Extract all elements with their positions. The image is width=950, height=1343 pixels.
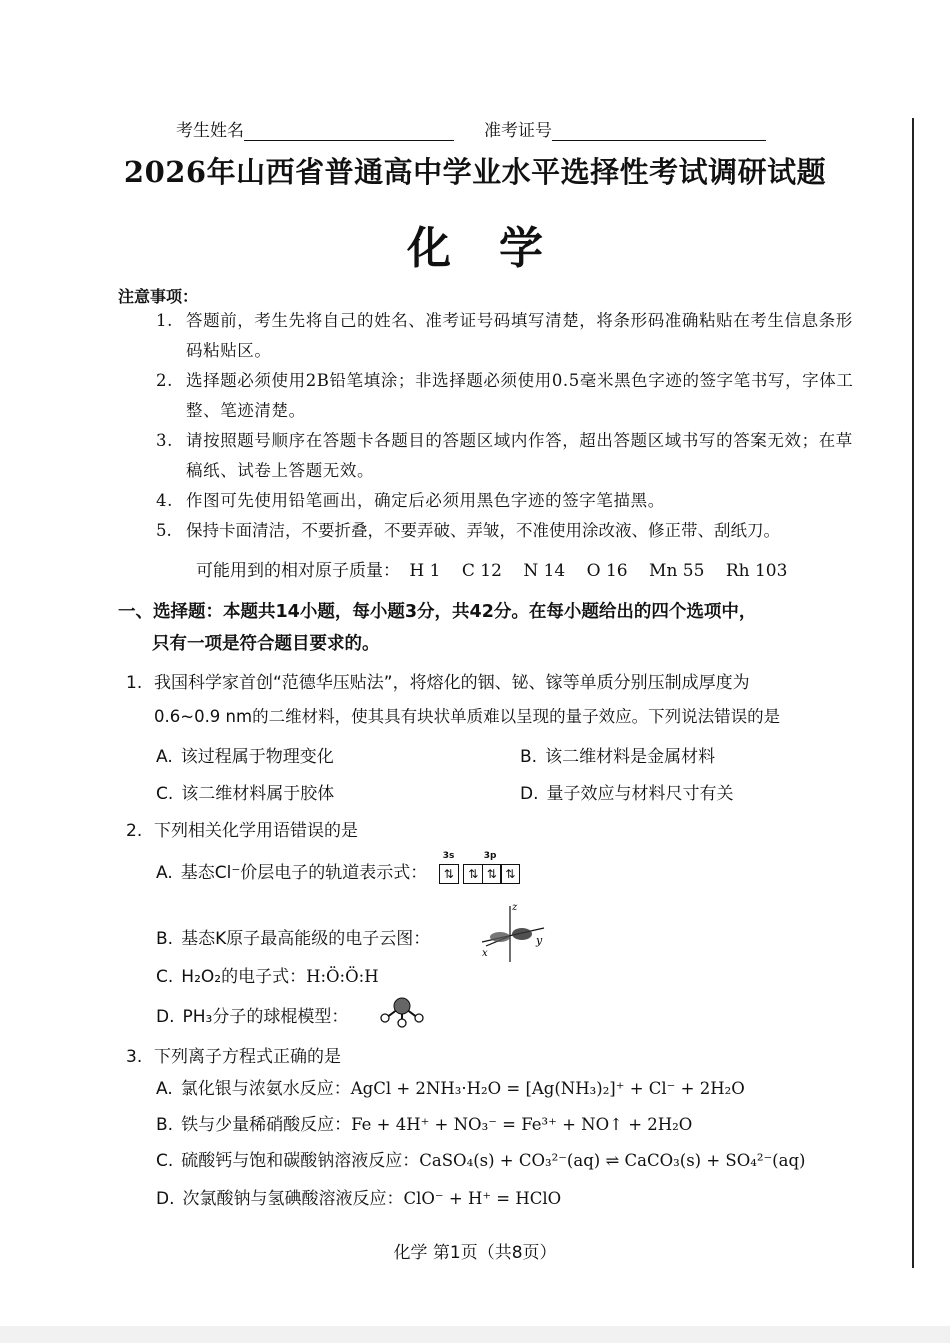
electron-cloud-diagram: [478, 900, 548, 966]
q1-option-a[interactable]: [156, 742, 334, 767]
note-text: 请按照题号顺序在答题卡各题目的答题区域内作答，超出答题区域书写的答案无效；在草稿纸、试卷上答题无效。: [186, 431, 853, 480]
option-letter: C.: [156, 1151, 174, 1171]
ionic-equation: AgCl + 2NH₃·H₂O = [Ag(NH₃)₂]⁺ + Cl⁻ + 2H₂O: [350, 1079, 745, 1098]
question-3-stem: [126, 1040, 856, 1074]
option-letter: D.: [156, 1007, 175, 1027]
note-text: 作图可先使用铅笔画出，确定后必须用黑色字迹的签字笔描黑。: [186, 491, 665, 510]
option-text: H₂O₂的电子式：: [181, 967, 307, 987]
note-item: [156, 426, 856, 486]
svg-text:z: z: [512, 902, 518, 913]
note-item: [156, 306, 856, 366]
option-text: 该二维材料属于胶体: [181, 784, 335, 804]
svg-text:y: y: [536, 934, 543, 947]
atomic-mass: Mn 55: [649, 561, 705, 581]
question-1-stem: [126, 666, 856, 734]
option-text: 基态K原子最高能级的电子云图：: [181, 929, 431, 949]
atomic-mass: C 12: [461, 561, 502, 581]
q2-option-b[interactable]: [156, 924, 430, 949]
atomic-masses: [196, 556, 803, 581]
name-blank[interactable]: [244, 122, 454, 141]
option-letter: A.: [156, 1079, 173, 1099]
notes-heading: 注意事项：: [118, 287, 199, 306]
note-number: 4.: [156, 491, 173, 510]
note-item: [156, 486, 856, 516]
note-number: 2.: [156, 371, 173, 390]
option-letter: A.: [156, 863, 173, 883]
binding-line: [912, 118, 914, 1268]
question-text: 下列相关化学用语错误的是: [154, 821, 358, 841]
question-text: 下列离子方程式正确的是: [154, 1047, 341, 1067]
note-item: [156, 366, 856, 426]
q1-option-c[interactable]: [156, 779, 334, 804]
note-number: 1.: [156, 311, 173, 330]
note-text: 选择题必须使用2B铅笔填涂；非选择题必须使用0.5毫米黑色字迹的签字笔书写，字体工整、笔迹清楚。: [186, 371, 854, 420]
option-letter: B.: [156, 929, 174, 949]
q2-option-d[interactable]: [156, 1002, 348, 1027]
atomic-masses-label: 可能用到的相对原子质量：: [196, 561, 400, 581]
atomic-mass: Rh 103: [725, 561, 788, 581]
option-text: 量子效应与材料尺寸有关: [546, 784, 734, 804]
atomic-mass: N 14: [523, 561, 566, 581]
option-text: 铁与少量稀硝酸反应：: [181, 1115, 352, 1135]
q3-option-c[interactable]: [156, 1146, 805, 1171]
ionic-equation: Fe + 4H⁺ + NO₃⁻ = Fe³⁺ + NO↑ + 2H₂O: [351, 1115, 693, 1134]
question-text: 我国科学家首创“范德华压贴法”，将熔化的铟、铋、镓等单质分别压制成厚度为: [154, 673, 750, 693]
section-line: 一、选择题：本题共14小题，每小题3分，共42分。在每小题给出的四个选项中，: [118, 602, 757, 622]
orbital-label-3s: 3s: [442, 850, 455, 861]
id-label: 准考证号: [484, 121, 552, 141]
q1-option-b[interactable]: [520, 742, 715, 767]
q2-option-c[interactable]: [156, 962, 379, 987]
question-number: 3.: [126, 1047, 143, 1067]
option-text: 基态Cl⁻价层电子的轨道表示式：: [180, 863, 428, 883]
ionic-equation: ClO⁻ + H⁺ = HClO: [403, 1189, 562, 1208]
atomic-mass: O 16: [586, 561, 628, 581]
option-letter: D.: [156, 1189, 175, 1209]
note-number: 3.: [156, 431, 173, 450]
question-text: 0.6~0.9 nm的二维材料，使其具有块状单质难以呈现的量子效应。下列说法错误的是: [154, 707, 781, 726]
question-number: 2.: [126, 821, 143, 841]
ionic-equation: CaSO₄(s) + CO₃²⁻(aq) ⇌ CaCO₃(s) + SO₄²⁻(aq): [419, 1151, 806, 1170]
option-letter: A.: [156, 747, 173, 767]
ball-stick-model: [378, 996, 428, 1030]
subject-title: 化学: [407, 223, 591, 274]
note-text: 保持卡面清洁，不要折叠，不要弄破、弄皱，不准使用涂改液、修正带、刮纸刀。: [186, 521, 780, 540]
q3-option-b[interactable]: [156, 1110, 692, 1135]
note-text: 答题前，考生先将自己的姓名、准考证号码填写清楚，将条形码准确粘贴在考生信息条形码粘贴区。: [186, 311, 853, 360]
svg-text:x: x: [482, 948, 488, 959]
page-footer: 化学 第1页（共8页）: [393, 1243, 557, 1263]
q3-option-a[interactable]: [156, 1074, 745, 1099]
option-letter: B.: [156, 1115, 174, 1135]
option-letter: D.: [520, 784, 539, 804]
note-item: [156, 516, 876, 546]
option-text: 氯化银与浓氨水反应：: [180, 1079, 351, 1099]
option-letter: B.: [520, 747, 538, 767]
section-heading: [118, 596, 858, 660]
option-text: 该二维材料是金属材料: [545, 747, 716, 767]
question-2-stem: [126, 814, 856, 848]
atomic-mass: H 1: [409, 561, 441, 581]
option-text: 次氯酸钠与氢碘酸溶液反应：: [182, 1189, 404, 1209]
option-text: 该过程属于物理变化: [180, 747, 334, 767]
option-letter: C.: [156, 784, 174, 804]
page-bottom-edge: [0, 1326, 950, 1343]
orbital-diagram: 3s 3p ⇅ ⇅ ⇅ ⇅: [439, 863, 519, 884]
id-blank[interactable]: [552, 122, 766, 141]
q1-option-d[interactable]: [520, 779, 734, 804]
question-number: 1.: [126, 673, 143, 693]
option-text: PH₃分子的球棍模型：: [182, 1007, 349, 1027]
page-title: 2026年山西省普通高中学业水平选择性考试调研试题: [123, 155, 827, 189]
option-text: 硫酸钙与饱和碳酸钠溶液反应：: [181, 1151, 420, 1171]
name-label: 考生姓名: [176, 121, 244, 141]
orbital-label-3p: 3p: [483, 850, 497, 861]
candidate-info: [176, 116, 766, 141]
q3-option-d[interactable]: [156, 1184, 561, 1209]
note-number: 5.: [156, 521, 172, 540]
option-letter: C.: [156, 967, 174, 987]
section-line: 只有一项是符合题目要求的。: [152, 634, 380, 654]
q2-option-a[interactable]: [156, 850, 519, 884]
electron-formula: H:Ö:Ö:H: [306, 967, 379, 986]
